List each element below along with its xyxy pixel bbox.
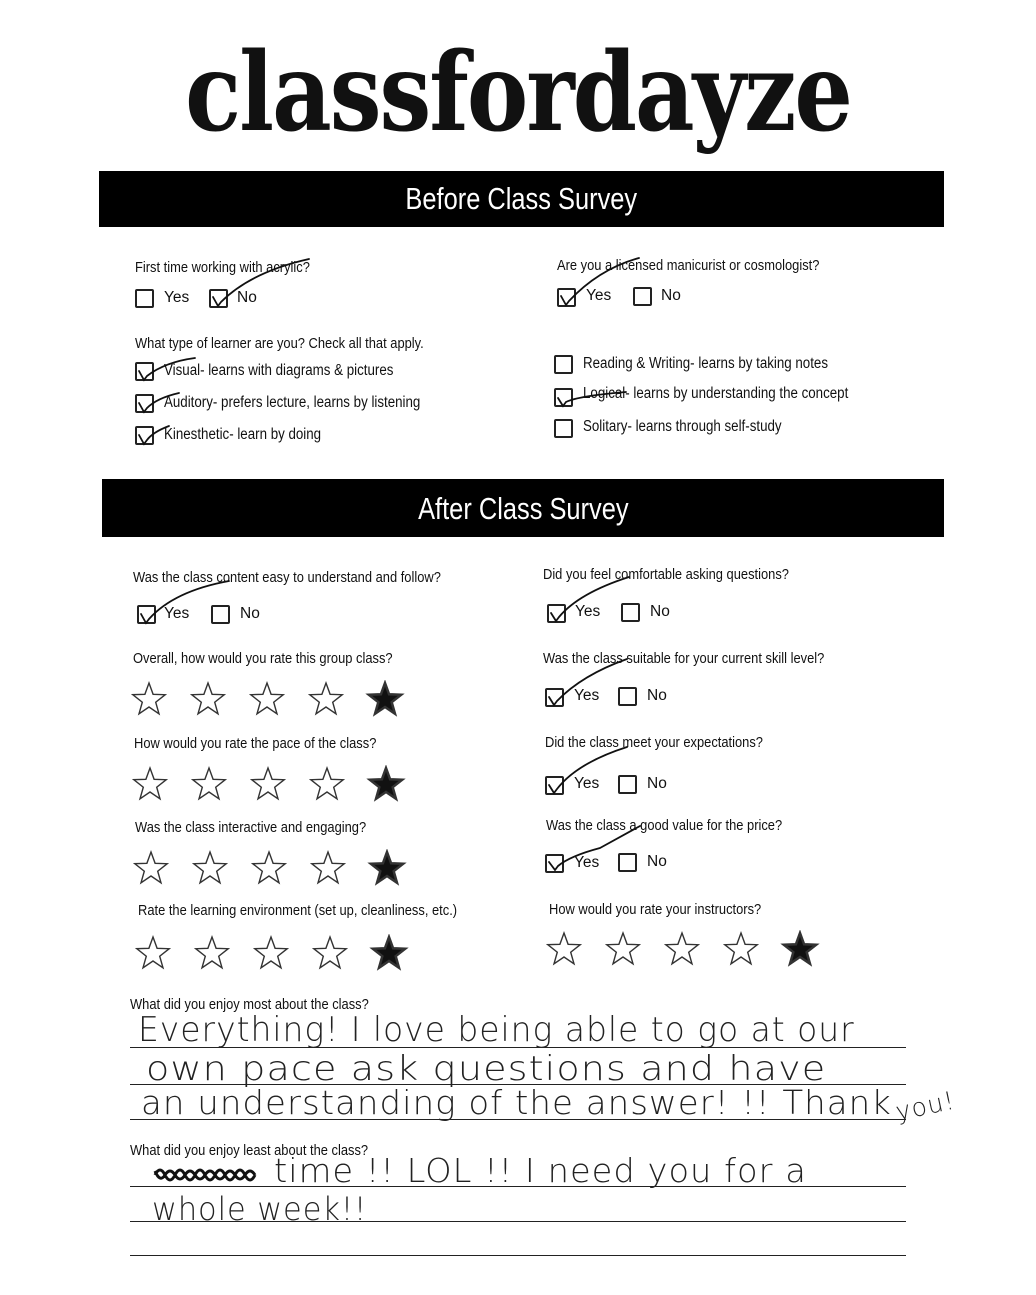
before-survey-banner	[99, 171, 944, 227]
learner-solitary-label: Solitary- learns through self-study	[583, 418, 782, 435]
handwritten-answer-least-2[interactable]: whole week!!	[152, 1190, 368, 1228]
brand-logo: classfordayze	[185, 28, 851, 156]
before-survey-title: Before Class Survey	[405, 181, 638, 216]
licensed-yes-checkbox[interactable]	[557, 288, 576, 307]
rating-star[interactable]	[725, 933, 757, 964]
question-instructors-rating: How would you rate your instructors?	[549, 901, 762, 918]
learner-logical-label: Logical- learns by understanding the concept	[583, 385, 849, 402]
rating-star[interactable]	[371, 852, 403, 883]
rating-star[interactable]	[310, 683, 342, 714]
content-easy-no-label: No	[240, 605, 260, 622]
crossed-out-scribble	[153, 1163, 257, 1187]
acrylic-yes-label: Yes	[164, 289, 190, 306]
rating-star[interactable]	[194, 852, 226, 883]
rating-star[interactable]	[314, 937, 346, 968]
rating-star[interactable]	[312, 852, 344, 883]
instructors-rating-stars[interactable]	[546, 930, 826, 975]
learner-auditory-checkbox[interactable]	[135, 394, 154, 413]
handwritten-answer-most-you[interactable]: you!	[893, 1085, 958, 1127]
learner-kinesthetic-label: Kinesthetic- learn by doing	[164, 426, 322, 443]
rating-star[interactable]	[784, 933, 816, 964]
value-no-label: No	[647, 853, 667, 870]
rating-star[interactable]	[252, 768, 284, 799]
question-enjoy-least: What did you enjoy least about the class?	[130, 1142, 369, 1159]
answer-line	[130, 1255, 906, 1256]
question-environment-rating: Rate the learning environment (set up, cleanliness, etc.)	[138, 902, 458, 919]
rating-star[interactable]	[369, 683, 401, 714]
acrylic-no-label: No	[237, 289, 257, 306]
learner-reading-label: Reading & Writing- learns by taking notes	[583, 355, 829, 372]
licensed-no-label: No	[661, 287, 681, 304]
skill-level-no-checkbox[interactable]	[618, 687, 637, 706]
comfortable-yes-label: Yes	[575, 603, 601, 620]
skill-level-no-label: No	[647, 687, 667, 704]
rating-star[interactable]	[193, 768, 225, 799]
content-easy-no-checkbox[interactable]	[211, 605, 230, 624]
content-easy-yes-checkbox[interactable]	[137, 605, 156, 624]
value-yes-checkbox[interactable]	[545, 854, 564, 873]
rating-star[interactable]	[135, 852, 167, 883]
question-skill-level: Was the class suitable for your current skill level?	[543, 650, 825, 667]
comfortable-no-checkbox[interactable]	[621, 603, 640, 622]
question-expectations: Did the class meet your expectations?	[545, 734, 763, 751]
rating-star[interactable]	[192, 683, 224, 714]
value-yes-label: Yes	[574, 854, 600, 871]
question-interactive-rating: Was the class interactive and engaging?	[135, 819, 367, 836]
learner-logical-checkbox[interactable]	[554, 388, 573, 407]
expectations-yes-checkbox[interactable]	[545, 776, 564, 795]
question-enjoy-most: What did you enjoy most about the class?	[130, 996, 369, 1013]
skill-level-yes-checkbox[interactable]	[545, 688, 564, 707]
handwritten-answer-most-2[interactable]: own pace ask questions and have	[146, 1049, 827, 1089]
rating-star[interactable]	[607, 933, 639, 964]
rating-star[interactable]	[311, 768, 343, 799]
licensed-yes-label: Yes	[586, 287, 612, 304]
question-overall-rating: Overall, how would you rate this group class?	[133, 650, 393, 667]
after-survey-banner	[102, 479, 944, 537]
learner-auditory-label: Auditory- prefers lecture, learns by listening	[164, 394, 421, 411]
overall-rating-stars[interactable]	[131, 680, 411, 725]
learner-visual-checkbox[interactable]	[135, 362, 154, 381]
rating-star[interactable]	[251, 683, 283, 714]
acrylic-no-checkbox[interactable]	[209, 289, 228, 308]
rating-star[interactable]	[370, 768, 402, 799]
handwritten-answer-least-1[interactable]: time !! LOL !! I need you for a	[274, 1151, 807, 1190]
rating-star[interactable]	[548, 933, 580, 964]
learner-visual-label: Visual- learns with diagrams & pictures	[164, 362, 394, 379]
rating-star[interactable]	[253, 852, 285, 883]
question-pace-rating: How would you rate the pace of the class?	[134, 735, 377, 752]
rating-star[interactable]	[666, 933, 698, 964]
rating-star[interactable]	[196, 937, 228, 968]
question-acrylic: First time working with acrylic?	[135, 259, 310, 276]
skill-level-yes-label: Yes	[574, 687, 600, 704]
rating-star[interactable]	[133, 683, 165, 714]
question-content-easy: Was the class content easy to understand and follow?	[133, 569, 441, 586]
learner-kinesthetic-checkbox[interactable]	[135, 426, 154, 445]
expectations-yes-label: Yes	[574, 775, 600, 792]
comfortable-yes-checkbox[interactable]	[547, 604, 566, 623]
learner-solitary-checkbox[interactable]	[554, 419, 573, 438]
question-value: Was the class a good value for the price?	[546, 817, 783, 834]
rating-star[interactable]	[134, 768, 166, 799]
learner-reading-checkbox[interactable]	[554, 355, 573, 374]
pace-rating-stars[interactable]	[132, 765, 412, 810]
question-learner-type: What type of learner are you? Check all that apply.	[135, 335, 424, 352]
after-survey-title: After Class Survey	[417, 491, 629, 526]
expectations-no-label: No	[647, 775, 667, 792]
rating-star[interactable]	[373, 937, 405, 968]
question-licensed: Are you a licensed manicurist or cosmologist?	[557, 257, 820, 274]
acrylic-yes-checkbox[interactable]	[135, 289, 154, 308]
expectations-no-checkbox[interactable]	[618, 775, 637, 794]
rating-star[interactable]	[137, 937, 169, 968]
content-easy-yes-label: Yes	[164, 605, 190, 622]
environment-rating-stars[interactable]	[135, 934, 415, 979]
question-comfortable-asking: Did you feel comfortable asking questions?	[543, 566, 789, 583]
value-no-checkbox[interactable]	[618, 853, 637, 872]
interactive-rating-stars[interactable]	[133, 849, 413, 894]
handwritten-answer-most-1[interactable]: Everything! I love being able to go at our	[138, 1010, 855, 1050]
rating-star[interactable]	[255, 937, 287, 968]
handwritten-answer-most-3[interactable]: an understanding of the answer! !! Thank	[141, 1083, 892, 1122]
comfortable-no-label: No	[650, 603, 670, 620]
licensed-no-checkbox[interactable]	[633, 287, 652, 306]
